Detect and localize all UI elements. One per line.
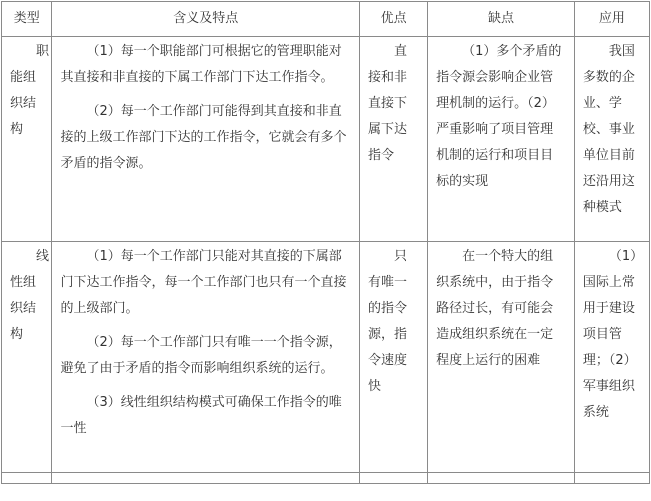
meaning-paragraph: （2）每一个工作部门可能得到其直接和非直接的上级工作部门下达的工作指令，它就会有多个矛盾的指令源。 [60, 104, 347, 171]
org-structure-table [1, 1, 650, 484]
meaning-paragraph: （1）每一个工作部门只能对其直接的下属部门下达工作指令，每一个工作部门也只有一个直接的上级部门。 [60, 249, 347, 316]
cell-type [2, 37, 52, 242]
advantage-text: 直接和非直接下属下达指令 [368, 44, 408, 163]
cell-application [574, 37, 649, 242]
header-disadvantage: 缺点 [428, 2, 575, 37]
disadvantage-text: 在一个特大的组织系统中，由于指令路径过长，有可能会造成组织系统在一定程度上运行的困难 [436, 249, 554, 368]
cell-empty [574, 473, 649, 484]
meaning-paragraph: （3）线性组织结构模式可确保工作指令的唯一性 [60, 395, 342, 436]
advantage-text: 只有唯一的指令源，指令速度快 [368, 249, 408, 394]
cell-disadvantage [428, 242, 575, 473]
application-text: （1）国际上常用于建设项目管理；（2）军事组织系统 [582, 249, 637, 420]
cell-empty [52, 473, 360, 484]
cell-empty [428, 473, 575, 484]
table-row [2, 473, 650, 484]
type-text: 线性组织结构 [10, 249, 50, 342]
cell-advantage [360, 242, 428, 473]
cell-advantage [360, 37, 428, 242]
cell-meaning [52, 37, 360, 242]
type-text: 职能组织结构 [10, 44, 50, 137]
header-type: 类型 [2, 2, 52, 37]
header-row [2, 2, 650, 37]
cell-empty [2, 473, 52, 484]
table-row [2, 242, 650, 473]
header-application: 应用 [574, 2, 649, 37]
cell-disadvantage [428, 37, 575, 242]
meaning-paragraph: （1）每一个职能部门可根据它的管理职能对其直接和非直接的下属工作部门下达工作指令。 [60, 44, 342, 85]
table-row [2, 37, 650, 242]
disadvantage-text: （1）多个矛盾的指令源会影响企业管理机制的运行。（2）严重影响了项目管理机制的运行和项目目标的实现 [436, 44, 562, 189]
meaning-paragraph: （2）每一个工作部门只有唯一一个指令源，避免了由于矛盾的指令而影响组织系统的运行。 [60, 335, 342, 376]
cell-type [2, 242, 52, 473]
cell-meaning [52, 242, 360, 473]
application-text: 我国多数的企业、学校、事业单位目前还沿用这种模式 [582, 44, 635, 215]
cell-application [574, 242, 649, 473]
header-advantage: 优点 [360, 2, 428, 37]
header-meaning: 含义及特点 [52, 2, 360, 37]
cell-empty [360, 473, 428, 484]
